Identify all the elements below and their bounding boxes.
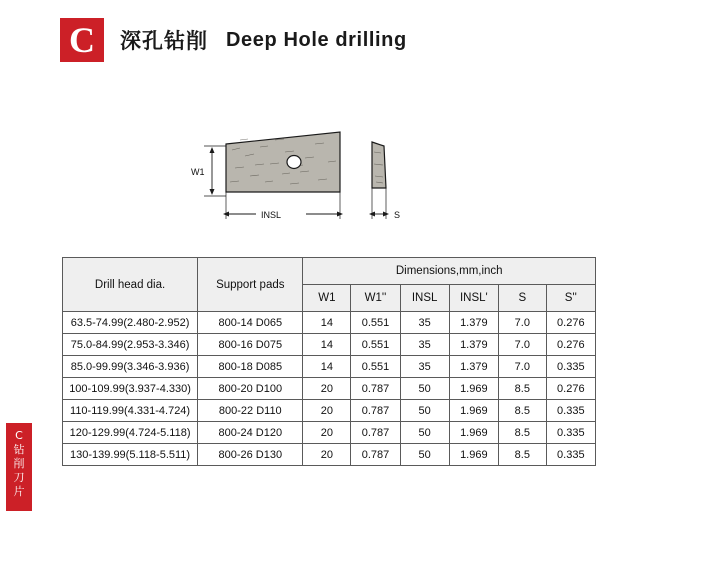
cell-pads: 800-24 D120 (198, 422, 303, 444)
cell-pads: 800-18 D085 (198, 356, 303, 378)
cell-insl-inch: 1.969 (449, 444, 498, 466)
cell-w1-inch: 0.787 (351, 422, 400, 444)
cell-insl: 50 (400, 400, 449, 422)
insert-diagram (190, 120, 440, 230)
cell-pads: 800-26 D130 (198, 444, 303, 466)
page-title-english: Deep Hole drilling (226, 28, 407, 51)
cell-w1-inch: 0.551 (351, 356, 400, 378)
table-row (63, 378, 596, 400)
cell-w1: 14 (303, 334, 351, 356)
cell-s: 7.0 (499, 312, 547, 334)
cell-pads: 800-16 D075 (198, 334, 303, 356)
cell-s-inch: 0.276 (546, 378, 595, 400)
cell-insl-inch: 1.379 (449, 356, 498, 378)
cell-s-inch: 0.335 (546, 400, 595, 422)
header-row-1 (63, 258, 596, 285)
cell-s-inch: 0.335 (546, 444, 595, 466)
side-tab-line: 刀 (13, 471, 25, 484)
side-tab-line: 钻 (13, 443, 25, 456)
side-tab-line: 片 (13, 485, 25, 498)
page-title-chinese: 深孔钻削 (120, 29, 208, 53)
table-row (63, 334, 596, 356)
cell-s: 8.5 (499, 422, 547, 444)
cell-insl-inch: 1.379 (449, 334, 498, 356)
cell-dia: 100-109.99(3.937-4.330) (63, 378, 198, 400)
cell-w1: 20 (303, 444, 351, 466)
cell-insl: 35 (400, 334, 449, 356)
cell-dia: 110-119.99(4.331-4.724) (63, 400, 198, 422)
cell-w1: 14 (303, 312, 351, 334)
table-row (63, 312, 596, 334)
brand-logo-icon (60, 18, 104, 62)
cell-w1-inch: 0.787 (351, 400, 400, 422)
cell-insl: 35 (400, 356, 449, 378)
cell-insl-inch: 1.969 (449, 400, 498, 422)
w1-arrow-top (210, 147, 215, 153)
cell-s: 8.5 (499, 400, 547, 422)
cell-w1-inch: 0.787 (351, 444, 400, 466)
header-drill-head-dia: Drill head dia. (63, 258, 198, 312)
cell-w1-inch: 0.787 (351, 378, 400, 400)
cell-s-inch: 0.276 (546, 312, 595, 334)
cell-w1: 20 (303, 422, 351, 444)
cell-w1: 14 (303, 356, 351, 378)
cell-w1-inch: 0.551 (351, 312, 400, 334)
table-row (63, 444, 596, 466)
cell-insl-inch: 1.969 (449, 378, 498, 400)
side-tab-line: 削 (13, 457, 25, 470)
cell-pads: 800-14 D065 (198, 312, 303, 334)
cell-s-inch: 0.335 (546, 422, 595, 444)
w1-label: W1 (191, 167, 205, 177)
cell-w1-inch: 0.551 (351, 334, 400, 356)
table-row (63, 400, 596, 422)
cell-w1: 20 (303, 400, 351, 422)
cell-s: 8.5 (499, 378, 547, 400)
section-side-tab (6, 423, 32, 511)
header-insl-inch: INSL' (449, 285, 498, 312)
header-s-inch: S'' (546, 285, 595, 312)
header-insl: INSL (400, 285, 449, 312)
cell-dia: 130-139.99(5.118-5.511) (63, 444, 198, 466)
cell-s-inch: 0.276 (546, 334, 595, 356)
insert-side-view-shape (372, 142, 386, 188)
header-dimensions: Dimensions,mm,inch (303, 258, 596, 285)
cell-insl: 35 (400, 312, 449, 334)
w1-arrow-bottom (210, 189, 215, 195)
cell-insl: 50 (400, 422, 449, 444)
spec-table-container (62, 257, 596, 466)
header-s: S (499, 285, 547, 312)
cell-insl: 50 (400, 378, 449, 400)
insl-label: INSL (261, 210, 282, 220)
brand-logo-letter: C (69, 20, 95, 60)
spec-table-body (63, 312, 596, 466)
cell-s-inch: 0.335 (546, 356, 595, 378)
cell-s: 7.0 (499, 356, 547, 378)
cell-pads: 800-20 D100 (198, 378, 303, 400)
insert-diagram-svg (190, 120, 440, 230)
header-w1: W1 (303, 285, 351, 312)
table-row (63, 422, 596, 444)
cell-insl-inch: 1.379 (449, 312, 498, 334)
cell-insl: 50 (400, 444, 449, 466)
table-row (63, 356, 596, 378)
cell-s: 7.0 (499, 334, 547, 356)
header-support-pads: Support pads (198, 258, 303, 312)
insert-hole (287, 156, 301, 169)
insert-body-shape (226, 132, 340, 192)
cell-w1: 20 (303, 378, 351, 400)
cell-dia: 75.0-84.99(2.953-3.346) (63, 334, 198, 356)
side-tab-line: C (15, 429, 23, 442)
cell-dia: 120-129.99(4.724-5.118) (63, 422, 198, 444)
cell-dia: 85.0-99.99(3.346-3.936) (63, 356, 198, 378)
spec-table-head (63, 258, 596, 312)
s-label: S (394, 210, 401, 220)
cell-insl-inch: 1.969 (449, 422, 498, 444)
cell-s: 8.5 (499, 444, 547, 466)
spec-table (62, 257, 596, 466)
cell-dia: 63.5-74.99(2.480-2.952) (63, 312, 198, 334)
page-header (60, 18, 664, 62)
header-w1-inch: W1'' (351, 285, 400, 312)
cell-pads: 800-22 D110 (198, 400, 303, 422)
